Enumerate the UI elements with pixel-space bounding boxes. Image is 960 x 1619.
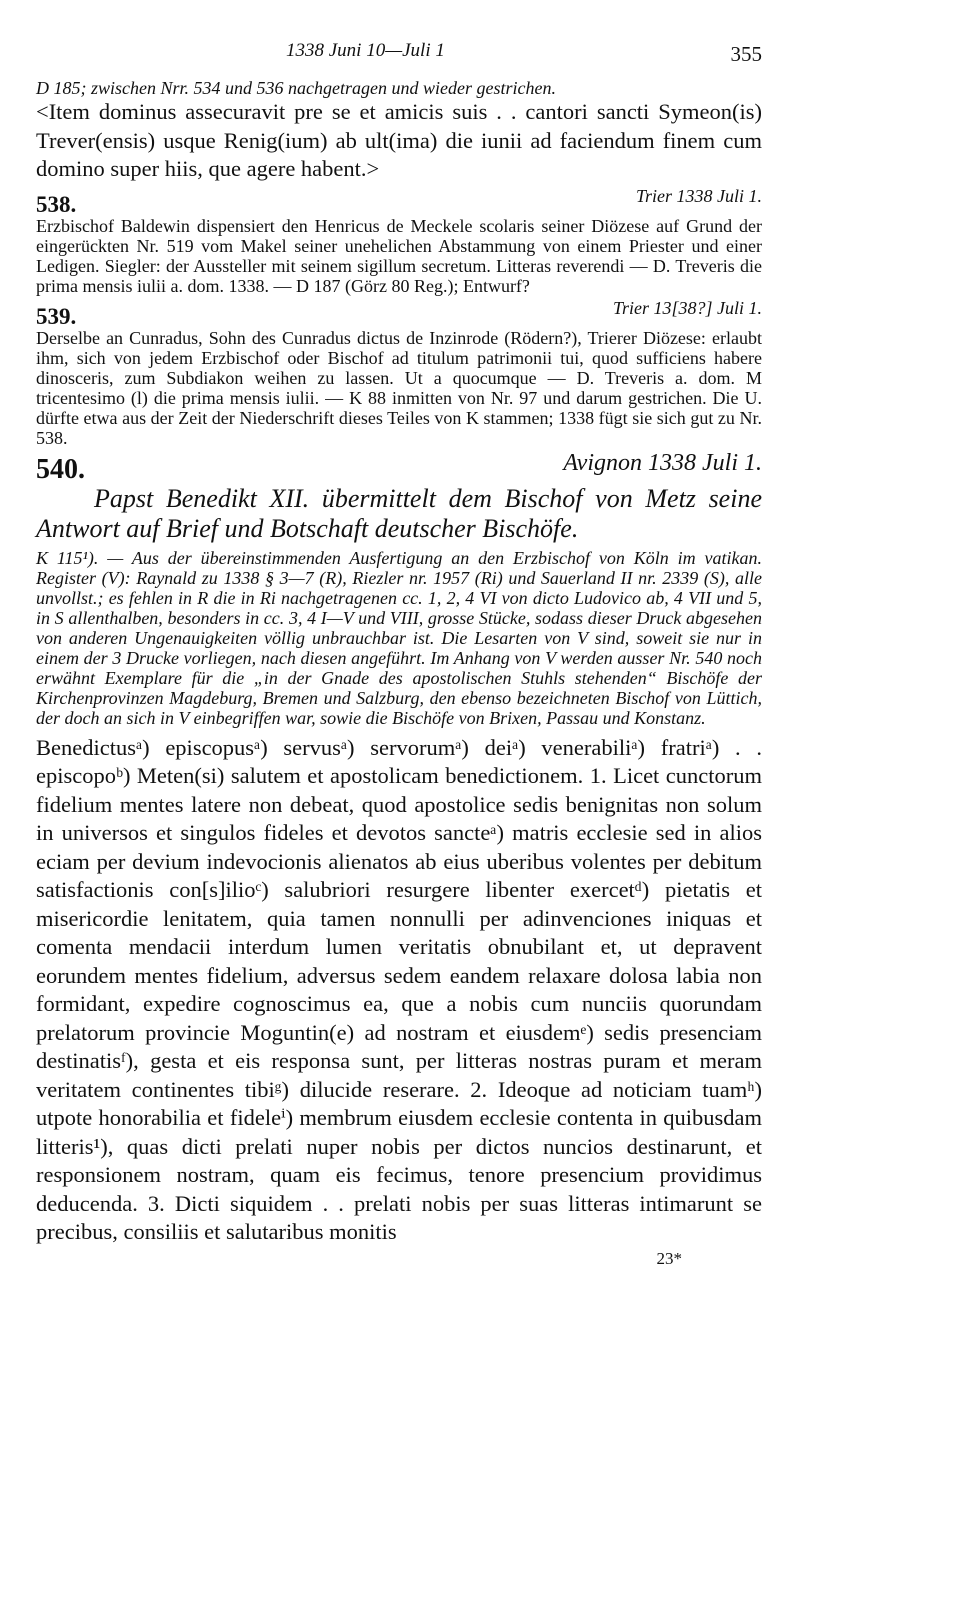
- entry-539-number: 539.: [36, 303, 77, 329]
- entry-538-text: Erzbischof Baldewin dispensiert den Henricus de Meckele scolaris seiner Diözese auf Grund der eingerückten Nr. 519 vom Makel seiner unehelichen Abstammung von einem Priester und einer Ledigen. Siegler: der Aussteller mit seinem sigillum secretum. Litteras reverendi — D. Treveris die prima mensis iulii a. dom. 1338. — D 187 (Görz 80 Reg.); Entwurf?: [36, 215, 762, 296]
- running-title: 1338 Juni 10—Juli 1: [286, 40, 445, 61]
- entry-539-head: [36, 298, 762, 328]
- entry-539-text: Derselbe an Cunradus, Sohn des Cunradus dictus de Inzinrode (Rödern?), Trierer Diözese: erlaubt ihm, sich von jedem Erzbischof oder Bischof ad titulum patrimonii tui, quod sufficiens habere dinosceris, zum Subdiakon weihen zu lassen. Ut a quocumque — D. Treveris a. dom. M tricentesimo (l) die prima mensis iulii. — K 88 inmitten von Nr. 97 und darum gestrichen. Die U. dürfte etwa aus der Zeit der Niederschrift dieses Teiles von K stammen; 1338 fügt sie sich gut zu Nr. 538.: [36, 327, 762, 448]
- pre-text: <Item dominus assecuravit pre se et amicis suis . . cantori sancti Symeon(is) Trever(ensis) usque Renig(ium) ab ult(ima) die iunii ad faciendum finem cum domino super hiis, que agere habent.>: [36, 99, 762, 181]
- entry-540-number: 540.: [36, 453, 85, 485]
- entry-540-apparatus: K 115¹). — Aus der übereinstimmenden Ausfertigung an den Erzbischof von Köln im vatikan. Register (V): Raynald zu 1338 § 3—7 (R), Riezler nr. 1957 (Ri) und Sauerland II nr. 2339 (S), alle unvollst.; es fehlen in R die in Ri nachgetragenen cc. 1, 2, 4 VI von dicto Ludovico ab, 4 VII und 5, in S allenthalben, besonders in cc. 3, 4 I—V und VIII, grosse Stücke, sodass dieser Druck abgesehen von anderen Ungenauigkeiten völlig unbrauchbar ist. Die Lesarten von V sind, soweit sie nur in einem der 3 Drucke vorliegen, nach diesen angeführt. Im Anhang von V werden ausser Nr. 540 noch erwähnt Exemplare für die „in der Gnade des apostolischen Stuhls stehenden“ Bischöfe der Kirchenprovinzen Magdeburg, Bremen und Salzburg, den ebenso bezeichneten Bischof von Lüttich, der doch an sich in V einbegriffen war, sowie die Bischöfe von Brixen, Passau und Konstanz.: [36, 547, 762, 728]
- entry-540-body: Benedictusᵃ) episcopusᵃ) servusᵃ) servorumᵃ) deiᵃ) venerabiliᵃ) fratriᵃ) . . episcopoᵇ) Meten(si) salutem et apostolicam benedictionem. 1. Licet cunctorum fidelium mentes latere non debeat, quod apostolice sedis benignitas non solum in universos et singulos fideles et devotos sancteᵃ) matris ecclesie sed in alios eciam per devium indevocionis alienatos ab eius uberibus volentes per debitum satisfactionis con[s]ilioᶜ) salubriori resurgere libenter exercetᵈ) pietatis et misericordie lenitatem, quia tamen nonnulli per adinvenciones iniquas et comenta mendacii interdum lumen veritatis obnubilant et, ut depravent eorundem mentes fidelium, adversus sedem eandem relaxare dolosa labia non formidant, expedire cognoscimus ea, que a nobis cum nunciis quorundam prelatorum provincie Moguntin(e) ad nostram et eiusdemᵉ) sedis presenciam destinatisᶠ), gesta et eis responsa sunt, per litteras nostras puram et meram veritatem continentes tibiᵍ) dilucide reserare. 2. Ideoque ad noticiam tuamʰ) utpote honorabilia et fideleⁱ) membrum eiusdem ecclesie contenta in quibusdam litteris¹), quas dicti prelati nuper nobis per dictos nuncios destinarunt, et responsionem nostram, quam eis fecimus, tenore presencium providimus deducenda. 3. Dicti siquidem . . prelati nobis per suas litteras intimarunt se precibus, consiliis et salutaribus monitis: [36, 734, 762, 1244]
- pre-note: D 185; zwischen Nrr. 534 und 536 nachgetragen und wieder gestrichen.: [36, 78, 556, 98]
- entry-538-head: [36, 186, 762, 216]
- book-page: [36, 38, 762, 1269]
- entry-540-place-date: Avignon 1338 Juli 1.: [563, 449, 762, 476]
- signature-mark: 23*: [656, 1248, 682, 1268]
- entry-540-head: [36, 450, 762, 484]
- entry-540-title: Papst Benedikt XII. übermittelt dem Bischof von Metz seine Antwort auf Brief und Botschaft deutscher Bischöfe.: [36, 483, 762, 543]
- page-header: [36, 38, 762, 78]
- entry-539-place-date: Trier 13[38?] Juli 1.: [612, 297, 762, 318]
- entry-538-number: 538.: [36, 191, 77, 217]
- page-number: 355: [730, 42, 762, 66]
- entry-538-place-date: Trier 1338 Juli 1.: [635, 185, 762, 206]
